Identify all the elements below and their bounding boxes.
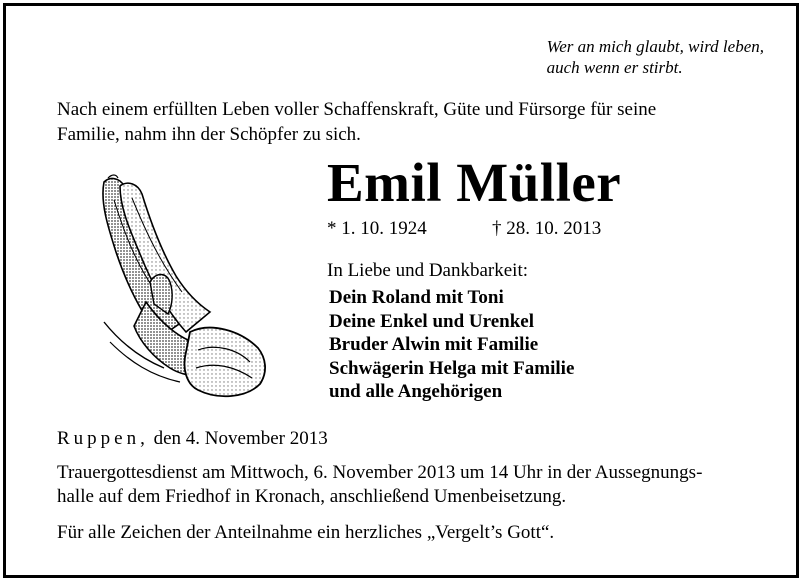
life-dates xyxy=(327,217,602,241)
service-line-2: halle auf dem Friedhof in Kronach, anschließend Umenbeisetzung. xyxy=(57,486,567,507)
intro-line-2: Familie, nahm ihn der Schöpfer zu sich. xyxy=(57,124,361,145)
mourner-item: Dein Roland mit Toni xyxy=(329,287,504,308)
funeral-service-info xyxy=(57,461,777,509)
notice-date: den 4. November 2013 xyxy=(153,428,328,449)
mourner-item: Bruder Alwin mit Familie xyxy=(329,334,539,355)
town-name: Ruppen, xyxy=(57,428,149,449)
praying-hands-icon xyxy=(90,172,270,407)
intro-line-1: Nach einem erfüllten Leben voller Schaffenskraft, Güte und Fürsorge für seine xyxy=(57,99,657,120)
mourner-item: Deine Enkel und Urenkel xyxy=(329,310,534,332)
mourning-intro: In Liebe und Dankbarkeit: xyxy=(327,260,529,281)
bible-quote xyxy=(547,36,764,78)
mourners-list xyxy=(329,286,574,404)
death-date: † 28. 10. 2013 xyxy=(492,218,602,239)
birth-date: * 1. 10. 1924 xyxy=(327,218,427,239)
place-and-date xyxy=(57,427,328,451)
quote-line-1: Wer an mich glaubt, wird leben, xyxy=(546,37,764,56)
mourner-item: Schwägerin Helga mit Familie xyxy=(329,357,575,379)
intro-text xyxy=(57,97,757,147)
quote-line-2: auch wenn er stirbt. xyxy=(546,58,683,77)
thanks-text: Für alle Zeichen der Anteilnahme ein herzliches „Vergelt’s Gott“. xyxy=(57,522,555,543)
service-line-1: Trauergottesdienst am Mittwoch, 6. November 2013 um 14 Uhr in der Aussegnungs- xyxy=(57,462,703,483)
mourner-item: und alle Angehörigen xyxy=(329,381,503,402)
deceased-name: Emil Müller xyxy=(327,152,622,213)
